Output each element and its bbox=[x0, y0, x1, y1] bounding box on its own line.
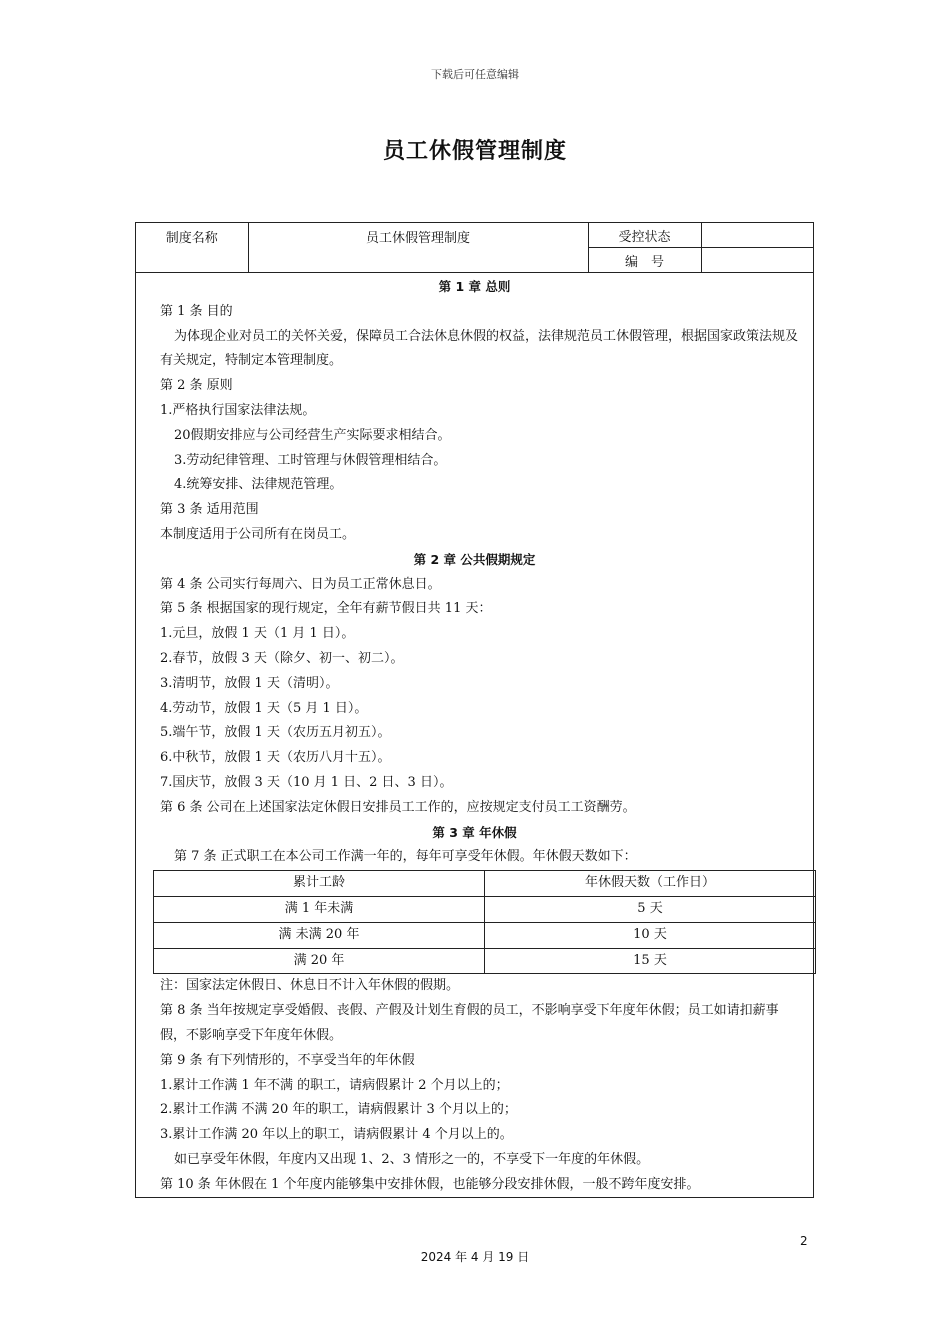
table-row bbox=[154, 948, 816, 974]
name-value: 员工休假管理制度 bbox=[248, 223, 588, 273]
exclusion-item: 2.累计工作满 不满 20 年的职工，请病假累计 3 个月以上的； bbox=[160, 1102, 517, 1118]
exclusion-item: 1.累计工作满 1 年不满 的职工，请病假累计 2 个月以上的； bbox=[160, 1077, 509, 1093]
holiday-item: 4.劳动节，放假 1 天（5 月 1 日）。 bbox=[160, 700, 368, 716]
principle-item: 1.严格执行国家法律法规。 bbox=[160, 402, 316, 418]
principle-item: 3.劳动纪律管理、工时管理与休假管理相结合。 bbox=[174, 452, 447, 468]
table-cell: 10 天 bbox=[485, 922, 816, 948]
status-label: 受控状态 bbox=[588, 223, 701, 248]
article-1-title: 第 1 条 目的 bbox=[160, 303, 233, 319]
table-cell: 满 1 年未满 bbox=[154, 896, 485, 922]
document-title: 员工休假管理制度 bbox=[382, 139, 567, 164]
footer-date: 2024 年 4 月 19 日 bbox=[420, 1250, 530, 1264]
principle-item: 20假期安排应与公司经营生产实际要求相结合。 bbox=[174, 427, 451, 443]
article-6: 第 6 条 公司在上述国家法定休假日安排员工工作的，应按规定支付员工工资酬劳。 bbox=[160, 799, 636, 815]
holiday-item: 5.端午节，放假 1 天（农历五月初五）。 bbox=[160, 725, 391, 741]
table-header-cell: 累计工龄 bbox=[154, 871, 485, 897]
document-frame bbox=[135, 222, 814, 1198]
holiday-item: 2.春节，放假 3 天（除夕、初一、初二）。 bbox=[160, 650, 404, 666]
number-value bbox=[701, 248, 813, 273]
table-cell: 满 未满 20 年 bbox=[154, 922, 485, 948]
table-cell: 满 20 年 bbox=[154, 948, 485, 974]
article-9: 第 9 条 有下列情形的，不享受当年的年休假 bbox=[160, 1052, 415, 1068]
chapter-3-heading: 第 3 章 年休假 bbox=[432, 824, 517, 840]
name-label: 制度名称 bbox=[136, 223, 248, 273]
table-row bbox=[154, 896, 816, 922]
article-10: 第 10 条 年休假在 1 个年度内能够集中安排休假，也能够分段安排休假，一般不跨年度安排。 bbox=[160, 1176, 700, 1192]
article-2-title: 第 2 条 原则 bbox=[160, 378, 233, 394]
annual-leave-table bbox=[153, 870, 816, 974]
table-header-row bbox=[154, 871, 816, 897]
document-body bbox=[136, 275, 813, 1197]
number-label: 编 号 bbox=[588, 248, 701, 273]
table-header-cell: 年休假天数（工作日） bbox=[485, 871, 816, 897]
table-row bbox=[154, 922, 816, 948]
header-note: 下载后可任意编辑 bbox=[431, 68, 519, 81]
chapter-2-heading: 第 2 章 公共假期规定 bbox=[413, 551, 536, 567]
article-7: 第 7 条 正式职工在本公司工作满一年的，每年可享受年休假。年休假天数如下： bbox=[174, 849, 637, 865]
article-1-text: 为体现企业对员工的关怀关爱，保障员工合法休息休假的权益，法律规范员工休假管理，根据国家政策法规及有关规定，特制定本管理制度。 bbox=[160, 328, 799, 369]
page-number: 2 bbox=[800, 1234, 808, 1248]
article-3-title: 第 3 条 适用范围 bbox=[160, 502, 259, 518]
principle-item: 4.统筹安排、法律规范管理。 bbox=[174, 477, 343, 493]
article-9-after: 如已享受年休假，年度内又出现 1、2、3 情形之一的，不享受下一年度的年休假。 bbox=[174, 1151, 650, 1167]
article-4: 第 4 条 公司实行每周六、日为员工正常休息日。 bbox=[160, 576, 441, 592]
status-value bbox=[701, 223, 813, 248]
holiday-item: 7.国庆节，放假 3 天（10 月 1 日、2 日、3 日）。 bbox=[160, 774, 453, 790]
table-cell: 5 天 bbox=[485, 896, 816, 922]
chapter-1-heading: 第 1 章 总则 bbox=[438, 279, 511, 294]
article-5: 第 5 条 根据国家的现行规定，全年有薪节假日共 11 天： bbox=[160, 601, 492, 617]
holiday-item: 1.元旦，放假 1 天（1 月 1 日）。 bbox=[160, 626, 355, 642]
table-cell: 15 天 bbox=[485, 948, 816, 974]
exclusion-item: 3.累计工作满 20 年以上的职工，请病假累计 4 个月以上的。 bbox=[160, 1127, 513, 1143]
article-3-text: 本制度适用于公司所有在岗员工。 bbox=[160, 526, 356, 542]
holiday-item: 6.中秋节，放假 1 天（农历八月十五）。 bbox=[160, 750, 391, 766]
meta-table bbox=[136, 223, 813, 273]
article-8: 第 8 条 当年按规定享受婚假、丧假、产假及计划生育假的员工，不影响享受下年度年休假；员工如请扣薪事假，不影响享受下年度年休假。 bbox=[160, 1003, 779, 1043]
holiday-item: 3.清明节，放假 1 天（清明）。 bbox=[160, 675, 339, 691]
table-note: 注：国家法定休假日、休息日不计入年休假的假期。 bbox=[160, 978, 460, 994]
